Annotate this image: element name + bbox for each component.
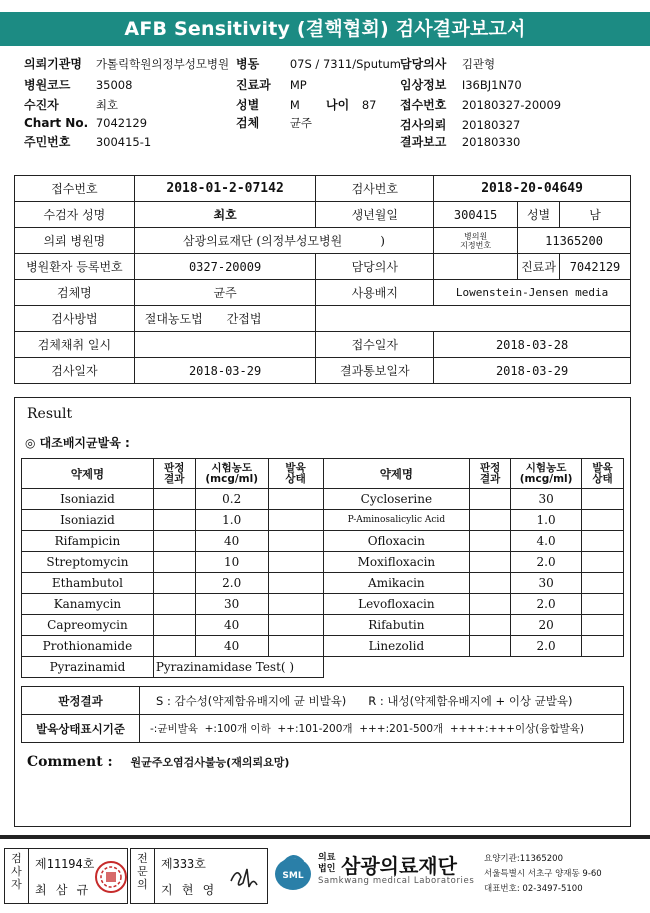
examiner-vertical-label: 검 사 자 [11, 852, 22, 891]
svg-text:SML: SML [282, 871, 304, 881]
col-judge: 판정 결과 [470, 459, 511, 489]
test-concentration: 10 [195, 552, 268, 573]
judge-result [153, 615, 195, 636]
form-label: 검체채취 일시 [15, 332, 135, 358]
growth-status [582, 594, 624, 615]
result-title: Result [27, 406, 73, 422]
drug-name: Cycloserine [323, 489, 470, 510]
test-concentration: 20 [511, 615, 582, 636]
requesting-hospital: 삼광의료재단 (의정부성모병원 ) [134, 228, 433, 254]
drug-name: Rifabutin [323, 615, 470, 636]
growth-status [268, 594, 323, 615]
col-drug: 약제명 [323, 459, 470, 489]
test-concentration: 30 [511, 573, 582, 594]
form-row [15, 358, 631, 384]
drug-name: Isoniazid [22, 489, 154, 510]
judge-legend-label: 판정결과 [22, 687, 140, 715]
table-row [22, 552, 624, 573]
drug-name: P-Aminosalicylic Acid [323, 510, 470, 531]
test-concentration: 2.0 [195, 573, 268, 594]
growth-status [582, 510, 624, 531]
drug-name: Amikacin [323, 573, 470, 594]
drug-name: Streptomycin [22, 552, 154, 573]
form-label: 접수번호 [15, 176, 135, 202]
test-concentration: 0.2 [195, 489, 268, 510]
growth-status [582, 552, 624, 573]
legend-row [22, 715, 624, 743]
lab-info [484, 852, 602, 897]
test-concentration: 1.0 [511, 510, 582, 531]
registration-number: 0327-20009 [134, 254, 316, 280]
result-section [14, 397, 631, 827]
lab-english-name: Samkwang medical Laboratories [318, 876, 475, 886]
growth-status [582, 531, 624, 552]
examiner-signature-box [4, 848, 128, 904]
growth-status [268, 552, 323, 573]
drug-name: Levofloxacin [323, 594, 470, 615]
growth-status [582, 489, 624, 510]
legend-table [21, 686, 624, 743]
comment-value: 원균주오염검사불능(재의뢰요망) [130, 756, 290, 769]
judge-result [470, 636, 511, 657]
table-row [22, 615, 624, 636]
examiner-license: 제11194호 [35, 857, 95, 871]
info-age: 나이 87 [326, 98, 377, 112]
test-concentration: 40 [195, 615, 268, 636]
footer-divider [0, 835, 650, 839]
form-row [15, 332, 631, 358]
form-row [15, 280, 631, 306]
form-row [15, 202, 631, 228]
hospital-code: 11365200 [518, 228, 631, 254]
info-ward: 병동 07S / 7311/Sputum [236, 57, 401, 71]
col-judge: 판정 결과 [153, 459, 195, 489]
specialist-signature-box [130, 848, 268, 904]
col-growth: 발육 상태 [268, 459, 323, 489]
specialist-license: 제333호 [161, 857, 206, 871]
logo-corporation-label: 의료 법인 [318, 853, 336, 874]
form-label: 사용배지 [316, 280, 434, 306]
form-label: 검사일자 [15, 358, 135, 384]
judge-result [470, 489, 511, 510]
info-clinical: 임상정보 I36BJ1N70 [400, 78, 522, 92]
info-dept: 진료과 MP [236, 78, 307, 92]
judge-result [470, 573, 511, 594]
empty-cell [323, 657, 624, 678]
info-chart: Chart No. 7042129 [24, 116, 148, 130]
patient-sex: 남 [560, 202, 631, 228]
judge-result [153, 573, 195, 594]
info-sex: 성별 M [236, 98, 300, 112]
judge-result [470, 615, 511, 636]
info-report: 결과보고 20180330 [400, 135, 521, 149]
control-growth-label: ◎ 대조배지균발육 : [25, 436, 130, 450]
form-label: 검사방법 [15, 306, 135, 332]
drug-name: Capreomycin [22, 615, 154, 636]
form-label: 성별 [518, 202, 560, 228]
attending-doctor [434, 254, 518, 280]
lab-code: 요양기관:11365200 [484, 854, 563, 864]
judge-result [470, 510, 511, 531]
judge-result [153, 531, 195, 552]
form-label: 접수일자 [316, 332, 434, 358]
drug-name: Kanamycin [22, 594, 154, 615]
patient-name: 최호 [134, 202, 316, 228]
form-label: 진료과 [518, 254, 560, 280]
form-empty-cell [316, 306, 631, 332]
judge-result [153, 636, 195, 657]
table-row [22, 636, 624, 657]
table-row [22, 531, 624, 552]
col-concentration: 시험농도 (mcg/ml) [195, 459, 268, 489]
form-label: 검체명 [15, 280, 135, 306]
form-row [15, 228, 631, 254]
specialist-name: 지 현 영 [161, 883, 216, 897]
growth-status [582, 615, 624, 636]
examiner-label [5, 849, 29, 903]
comment [27, 754, 289, 770]
judge-legend-value: S : 감수성(약제함유배지에 균 비발육) R : 내성(약제함유배지에 + 이상 균발육) [140, 687, 624, 715]
comment-label: Comment : [27, 754, 113, 770]
test-concentration: 1.0 [195, 510, 268, 531]
col-concentration: 시험농도 (mcg/ml) [511, 459, 582, 489]
test-concentration: 2.0 [511, 552, 582, 573]
table-row [22, 489, 624, 510]
form-label: 병원환자 등록번호 [15, 254, 135, 280]
growth-status [268, 636, 323, 657]
test-concentration: 4.0 [511, 531, 582, 552]
culture-medium: Lowenstein-Jensen media [434, 280, 631, 306]
specialist-label [131, 849, 155, 903]
growth-legend-value: -:균비발육 +:100개 이하 ++:101-200개 +++:201-500개 ++++:+++이상(융합발육) [140, 715, 624, 743]
test-concentration: 40 [195, 636, 268, 657]
form-label: 의뢰 병원명 [15, 228, 135, 254]
notify-date: 2018-03-29 [434, 358, 631, 384]
test-concentration: 2.0 [511, 594, 582, 615]
info-patient: 수진자 최호 [24, 98, 119, 112]
info-specimen: 검체 균주 [236, 116, 313, 130]
report-title: AFB Sensitivity (결핵협회) 검사결과보고서 [124, 18, 526, 40]
collection-datetime [134, 332, 316, 358]
growth-status [268, 531, 323, 552]
examiner-name: 최 삼 규 [35, 883, 90, 897]
form-label: 병의원 지정번호 [434, 228, 518, 254]
drug-name: Isoniazid [22, 510, 154, 531]
growth-status [268, 615, 323, 636]
request-form-table [14, 175, 631, 384]
growth-status [268, 489, 323, 510]
drug-sensitivity-table [21, 458, 624, 678]
col-growth: 발육 상태 [582, 459, 624, 489]
form-label: 검사번호 [316, 176, 434, 202]
growth-status [582, 573, 624, 594]
sml-logo-icon [273, 850, 315, 892]
specimen-name: 균주 [134, 280, 316, 306]
judge-result [470, 552, 511, 573]
info-code: 병원코드 35008 [24, 78, 133, 92]
lab-phone: 대표번호: 02-3497-5100 [484, 884, 583, 894]
form-row [15, 254, 631, 280]
table-row [22, 594, 624, 615]
table-row [22, 573, 624, 594]
drug-name: Prothionamide [22, 636, 154, 657]
judge-result [153, 510, 195, 531]
birth-date: 300415 [434, 202, 518, 228]
drug-name: Linezolid [323, 636, 470, 657]
info-hospital: 의뢰기관명 가톨릭학원의정부성모병원 [24, 57, 230, 71]
receive-date: 2018-03-28 [434, 332, 631, 358]
receipt-number: 2018-01-2-07142 [134, 176, 316, 202]
department: 7042129 [560, 254, 631, 280]
form-label: 생년월일 [316, 202, 434, 228]
judge-result [470, 531, 511, 552]
form-label: 담당의사 [316, 254, 434, 280]
report-title-bar [0, 12, 650, 46]
drug-name: Ofloxacin [323, 531, 470, 552]
judge-result [153, 489, 195, 510]
col-drug: 약제명 [22, 459, 154, 489]
form-label: 수검자 성명 [15, 202, 135, 228]
test-concentration: 40 [195, 531, 268, 552]
info-id: 주민번호 300415-1 [24, 135, 152, 149]
drug-name: Ethambutol [22, 573, 154, 594]
seal-icon [93, 859, 129, 895]
drug-name: Rifampicin [22, 531, 154, 552]
legend-row [22, 687, 624, 715]
info-doctor: 담당의사 김관형 [400, 57, 496, 71]
lab-name: 삼광의료재단 [341, 854, 457, 878]
growth-status [582, 636, 624, 657]
form-row [15, 176, 631, 202]
table-header-row [22, 459, 624, 489]
judge-result [153, 552, 195, 573]
info-receipt: 접수번호 20180327-20009 [400, 98, 562, 112]
judge-result [470, 594, 511, 615]
pyrazinamid-row [22, 657, 624, 678]
lab-address: 서울특별시 서초구 양재동 9-60 [484, 869, 602, 879]
test-concentration: 30 [195, 594, 268, 615]
judge-result [153, 594, 195, 615]
form-label: 결과통보일자 [316, 358, 434, 384]
test-concentration: 2.0 [511, 636, 582, 657]
test-concentration: 30 [511, 489, 582, 510]
test-method: 절대농도법 간접법 [134, 306, 316, 332]
specialist-vertical-label: 전 문 의 [137, 852, 148, 891]
test-date: 2018-03-29 [134, 358, 316, 384]
growth-status [268, 573, 323, 594]
drug-name: Moxifloxacin [323, 552, 470, 573]
drug-name: Pyrazinamid [22, 657, 154, 678]
pyrazinamidase-test: Pyrazinamidase Test( ) [153, 657, 323, 678]
growth-legend-label: 발육상태표시기준 [22, 715, 140, 743]
info-request: 검사의뢰 20180327 [400, 118, 521, 132]
test-number: 2018-20-04649 [434, 176, 631, 202]
form-row [15, 306, 631, 332]
growth-status [268, 510, 323, 531]
signature-icon [227, 863, 263, 893]
table-row [22, 510, 624, 531]
